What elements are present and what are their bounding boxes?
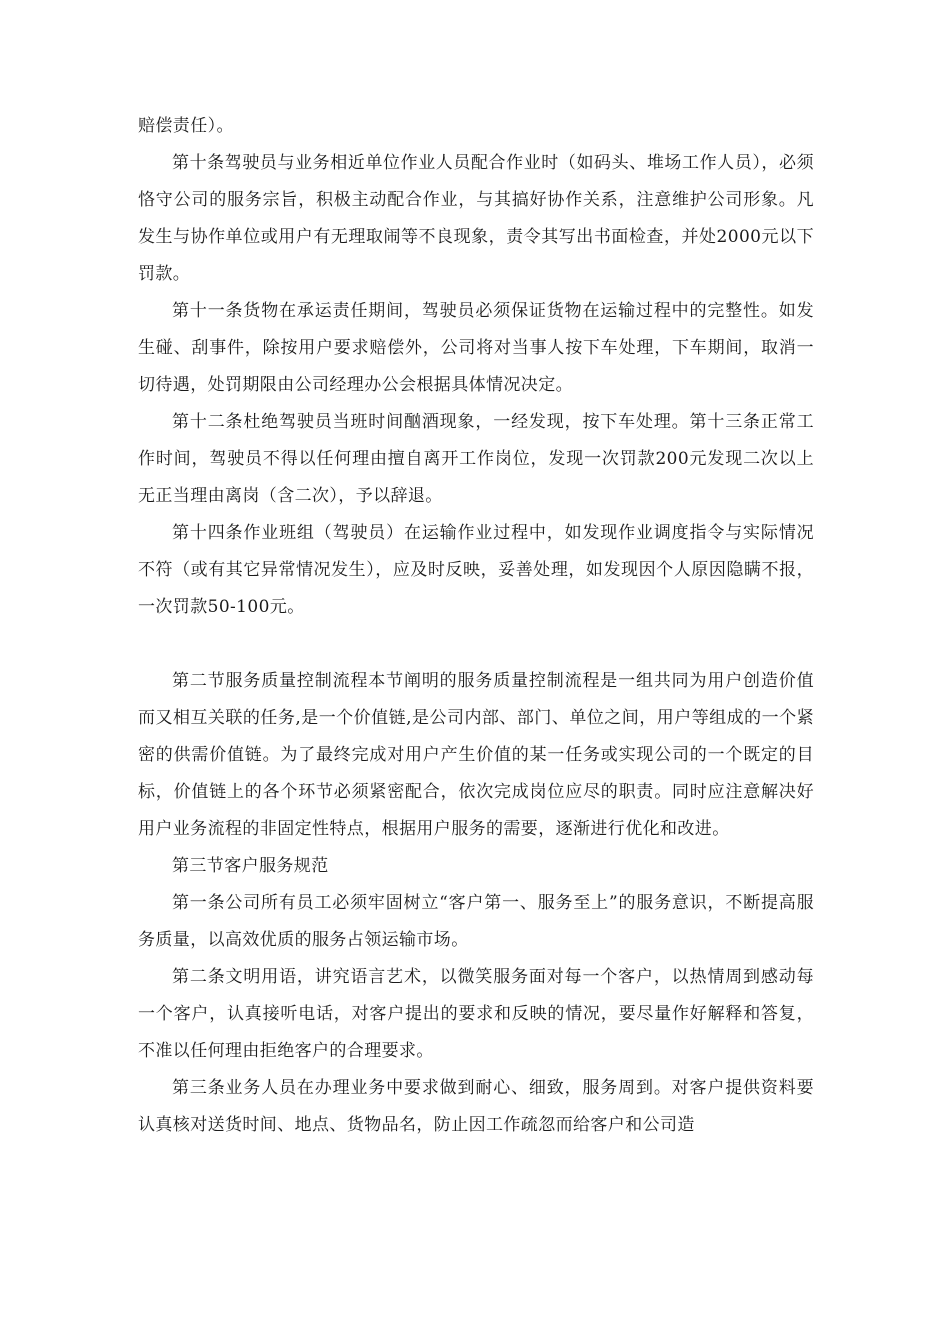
section-3-heading: 第三节客户服务规范	[172, 856, 329, 876]
paragraph-s3-article-3: 第三条业务人员在办理业务中要求做到耐心、细致，服务周到。对客户提供资料要认真核对送货时间、地点、货物品名，防止因工作疏忽而给客户和公司造	[138, 1078, 814, 1135]
paragraph-s3-article-1: 第一条公司所有员工必须牢固树立“客户第一、服务至上”的服务意识，不断提高服务质量，以高效优质的服务占领运输市场。	[138, 893, 814, 950]
paragraph-s3-article-2: 第二条文明用语，讲究语言艺术，以微笑服务面对每一个客户，以热情周到感动每一个客户，认真接听电话，对客户提出的要求和反映的情况，要尽量作好解释和答复，不准以任何理由拒绝客户的合理要求。	[138, 967, 814, 1061]
paragraph-article-11: 第十一条货物在承运责任期间，驾驶员必须保证货物在运输过程中的完整性。如发生碰、刮事件，除按用户要求赔偿外，公司将对当事人按下车处理，下车期间，取消一切待遇，处罚期限由公司经理办公会根据具体情况决定。	[138, 301, 814, 395]
paragraph-section-2: 第二节服务质量控制流程本节阐明的服务质量控制流程是一组共同为用户创造价值而又相互关联的任务,是一个价值链,是公司内部、部门、单位之间，用户等组成的一个紧密的供需价值链。为了最终完成对用户产生价值的某一任务或实现公司的一个既定的目标，价值链上的各个环节必须紧密配合，依次完成岗位应尽的职责。同时应注意解决好用户业务流程的非固定性特点，根据用户服务的需要，逐渐进行优化和改进。	[138, 671, 814, 839]
paragraph-article-12-13: 第十二条杜绝驾驶员当班时间酗酒现象，一经发现，按下车处理。第十三条正常工作时间，驾驶员不得以任何理由擅自离开工作岗位，发现一次罚款200元发现二次以上无正当理由离岗（含二次），予以辞退。	[138, 412, 814, 506]
paragraph-article-14: 第十四条作业班组（驾驶员）在运输作业过程中，如发现作业调度指令与实际情况不符（或有其它异常情况发生），应及时反映，妥善处理，如发现因个人原因隐瞒不报，一次罚款50-100元。	[138, 523, 814, 617]
paragraph-article-10: 第十条驾驶员与业务相近单位作业人员配合作业时（如码头、堆场工作人员），必须恪守公司的服务宗旨，积极主动配合作业，与其搞好协作关系，注意维护公司形象。凡发生与协作单位或用户有无理取闹等不良现象，责令其写出书面检查，并处2000元以下罚款。	[138, 153, 814, 284]
document-body	[138, 108, 814, 1144]
paragraph-continuation: 赔偿责任）。	[138, 116, 234, 136]
paragraph-spacer	[138, 626, 814, 663]
